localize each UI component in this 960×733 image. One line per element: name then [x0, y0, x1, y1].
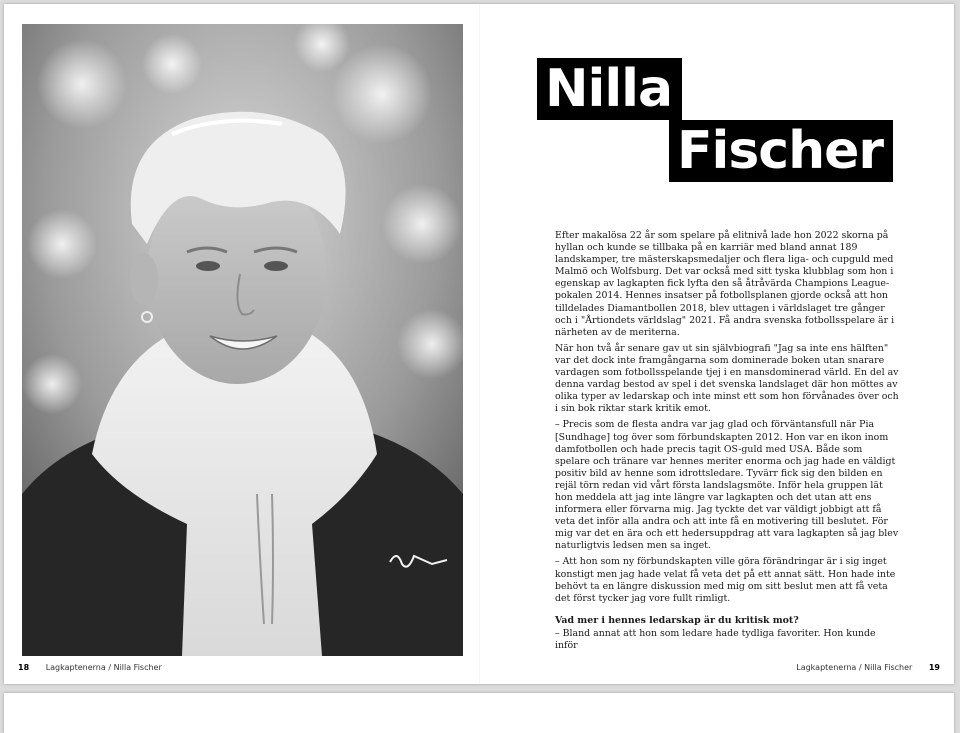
- footer-separator-right: /: [858, 663, 862, 672]
- interview-question: Vad mer i hennes ledarskap är du kritisk mot?: [555, 614, 799, 626]
- page-number-left: 18: [18, 663, 30, 672]
- footer-section-left: Lagkaptenerna: [45, 663, 106, 672]
- paragraph-answer: – Bland annat att hon som ledare hade tydliga favoriter. Hon kunde inför: [555, 627, 876, 651]
- footer-name-left: Nilla Fischer: [113, 663, 162, 672]
- footer-left: [18, 663, 162, 672]
- article-body: [555, 230, 900, 656]
- footer-separator-left: /: [108, 663, 112, 672]
- magazine-spread: [4, 4, 954, 684]
- footer-right: [796, 663, 940, 672]
- footer-name-right: Nilla Fischer: [864, 663, 913, 672]
- portrait-photo: [22, 24, 463, 656]
- paragraph-intro: Efter makalösa 22 år som spelare på elitnivå lade hon 2022 skorna på hyllan och kunde se tillbaka på en karriär med bland annat 189 landskamper, tre mästerskapsmedaljer och flera liga- och cupguld med Malmö och Wolfsburg. Det var också med sitt tyska klubblag som hon i egenskap av lagkapten fick lyfta den så åtråvärda Champions League-pokalen 2014. Hennes insatser på fotbollsplanen gjorde också att hon tilldelades Diamantbollen 2018, blev uttagen i världslaget tre gånger och i "Årtiondets världslag" 2021. Få andra svenska fotbollsspelare är i närheten av de meriterna.: [555, 230, 895, 338]
- paragraph-biography: När hon två år senare gav ut sin självbiografi "Jag sa inte ens hälften" var det dock inte framgångarna som dominerade boken utan snarare vardagen som fotbollsspelande tjej i en mansdominerad värld. En del av denna vardag bestod av spel i det svenska landslaget där hon möttes av olika typer av ledarskap och inte minst ett som hon förvånades över och i sin bok riktar stark kritik emot.: [555, 342, 899, 415]
- footer-section-right: Lagkaptenerna: [796, 663, 857, 672]
- page-number-right: 19: [928, 663, 940, 672]
- paragraph-quote-2: – Att hon som ny förbundskapten ville göra förändringar är i sig inget konstigt men jag hade velat få veta det på ett annat sätt. Hon hade inte behövt ta en längre diskussion med mig om sitt beslut men att få veta det först tycker jag vore fullt rimligt.: [555, 556, 896, 604]
- page-gutter: [479, 4, 480, 684]
- paragraph-quote-1: – Precis som de flesta andra var jag glad och förväntansfull när Pia [Sundhage] tog över som förbundskapten 2012. Hon var en ikon inom damfotbollen och hade precis tagit OS-guld med USA. Både som spelare och tränare var hennes meriter enorma och jag hade en väldigt positiv bild av henne som idrottsledare. Tyvärr fick sig den bilden en rejäl törn redan vid vårt första landslagsmöte. Inför hela gruppen lät hon meddela att jag inte längre var lagkapten och det utan att ens informera eller förvarna mig. Jag tyckte det var väldigt jobbigt att få veta det inför alla andra och att inte få en motivering till beslutet. För mig var det en ära och ett hedersuppdrag att vara lagkapten så jag blev naturligtvis ledsen men sa inget.: [555, 419, 899, 552]
- next-page-edge: [4, 693, 954, 733]
- title-first-name: Nilla: [537, 58, 682, 120]
- title-last-name: Fischer: [669, 120, 893, 182]
